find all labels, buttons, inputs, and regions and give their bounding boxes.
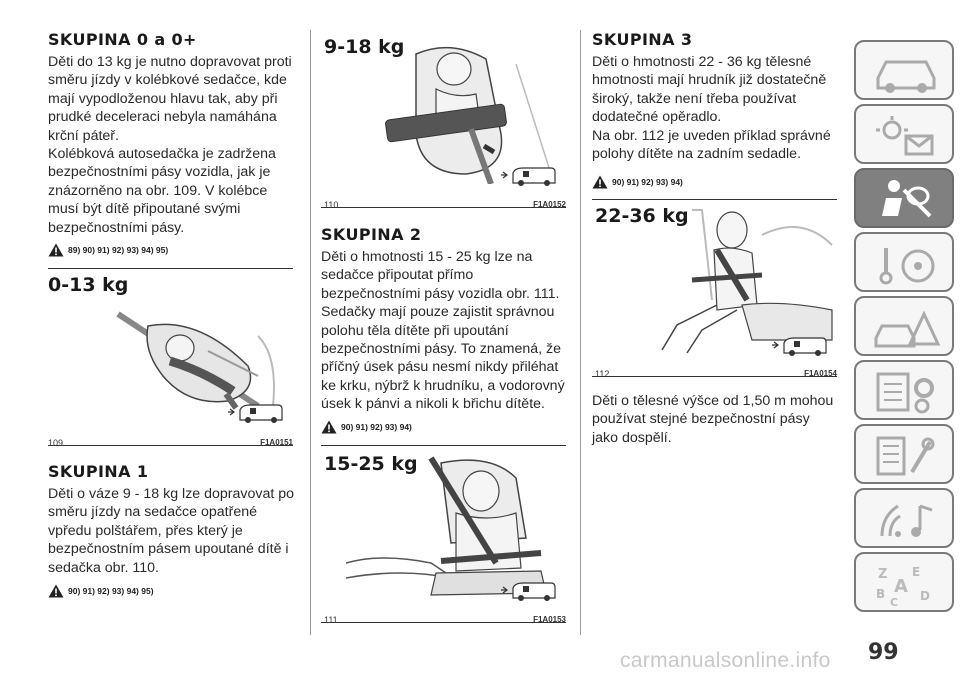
svg-text:D: D bbox=[920, 589, 930, 603]
figure-top-rule bbox=[48, 268, 293, 269]
van-position-icon bbox=[226, 402, 286, 424]
figure-109 bbox=[48, 268, 293, 446]
tab-starting-driving[interactable] bbox=[854, 232, 954, 292]
paragraph-group3-example: Na obr. 112 je uveden příklad správné polohy dítěte na zadním sedadle. bbox=[592, 128, 831, 163]
heading-skupina-3: SKUPINA 3 bbox=[592, 30, 693, 49]
figure-weight-label: 22-36 kg bbox=[595, 205, 689, 227]
warning-refs-group1: 90) 91) 92) 93) 94) 95) bbox=[48, 584, 154, 598]
warning-refs-group0: 89) 90) 91) 92) 93) 94) 95) bbox=[48, 243, 168, 257]
figure-weight-label: 0-13 kg bbox=[48, 274, 129, 296]
page-number: 99 bbox=[868, 640, 899, 665]
figure-code: F1A0154 bbox=[804, 369, 837, 378]
paragraph-group0-carrycot: Kolébková autosedačka je zadržena bezpečnostními pásy vozidla, jak je znázorněno na obr. 109. V kolébce musí být dítě připoutané svými bezpečnostními pásy. bbox=[48, 146, 276, 236]
van-position-icon bbox=[499, 165, 559, 187]
van-position-icon bbox=[499, 580, 559, 602]
warning-triangle-icon bbox=[48, 243, 64, 257]
column-divider bbox=[580, 30, 581, 635]
paragraph-group2: Děti o hmotnosti 15 - 25 kg lze na sedačce připoutat přímo bezpečnostními pásy vozidla obr. 111. Sedačky mají pouze zajistit správnou polohu těla dítěte při upoutání bezpečnostními pásy. To znamená, že příčný úsek pásu nesmí nikdy přiléhat ke krku, nýbrž k hrudníku, a vodorovný úsek k pánvi a nikoli k břichu dítěte. bbox=[321, 249, 565, 413]
figure-112 bbox=[592, 199, 837, 377]
paragraph-adult-belts: Děti o tělesné výšce od 1,50 m mohou používat stejné bezpečnostní pásy jako dospělí. bbox=[592, 393, 834, 446]
svg-text:C: C bbox=[890, 596, 899, 608]
alphabetical-index-icon bbox=[868, 560, 944, 608]
child-rear-seat-illustration bbox=[632, 205, 837, 355]
tab-technical-data[interactable] bbox=[854, 424, 954, 484]
car-dashboard-icon bbox=[868, 48, 944, 96]
svg-text:B: B bbox=[876, 587, 886, 601]
heading-skupina-0: SKUPINA 0 a 0+ bbox=[48, 30, 197, 49]
tab-dashboard[interactable] bbox=[854, 40, 954, 100]
figure-number: 112 bbox=[595, 369, 610, 379]
figure-bottom-rule bbox=[321, 207, 566, 208]
figure-110 bbox=[321, 30, 566, 208]
column-divider bbox=[310, 30, 311, 635]
figure-number: 109 bbox=[48, 438, 64, 448]
figure-number: 111 bbox=[324, 615, 338, 625]
warning-triangle-icon bbox=[321, 420, 337, 434]
tab-maintenance[interactable] bbox=[854, 360, 954, 420]
heading-skupina-2: SKUPINA 2 bbox=[321, 225, 422, 244]
heading-skupina-1: SKUPINA 1 bbox=[48, 462, 149, 481]
key-steering-icon bbox=[868, 240, 944, 288]
svg-text:Z: Z bbox=[878, 567, 888, 582]
car-breakdown-icon bbox=[868, 304, 944, 352]
maintenance-gears-icon bbox=[868, 368, 944, 416]
tab-multimedia[interactable] bbox=[854, 488, 954, 548]
paragraph-group3-intro: Děti o hmotnosti 22 - 36 kg tělesné hmotnosti mají hrudník již dostatečně široký, takže není třeba používat dodatečné opěradlo. bbox=[592, 54, 827, 126]
warning-triangle-icon bbox=[48, 584, 64, 598]
warning-refs-group3: 90) 91) 92) 93) 94) bbox=[592, 175, 683, 189]
warning-lights-mail-icon bbox=[868, 112, 944, 160]
figure-code: F1A0153 bbox=[533, 615, 566, 624]
figure-weight-label: 9-18 kg bbox=[324, 36, 405, 58]
watermark: carmanualsonline.info bbox=[620, 649, 831, 672]
svg-text:A: A bbox=[894, 576, 908, 597]
figure-bottom-rule bbox=[592, 376, 837, 377]
tab-index[interactable] bbox=[854, 552, 954, 612]
figure-top-rule bbox=[592, 199, 837, 200]
svg-text:E: E bbox=[912, 565, 921, 579]
paragraph-group1: Děti o váze 9 - 18 kg lze dopravovat po směru jízdy na sedačce opatřené vpředu polštářem, přes který je bezpečnostním pásem upoutané dítě i sedačka obr. 110. bbox=[48, 486, 295, 576]
figure-bottom-rule bbox=[321, 622, 566, 623]
figure-weight-label: 15-25 kg bbox=[324, 453, 418, 475]
tech-specs-tools-icon bbox=[868, 432, 944, 480]
figure-number: 110 bbox=[324, 200, 339, 210]
warning-refs-group2: 90) 91) 92) 93) 94) bbox=[321, 420, 412, 434]
van-position-icon bbox=[770, 335, 830, 357]
seat-airbag-icon bbox=[868, 176, 944, 224]
tab-warning-lights[interactable] bbox=[854, 104, 954, 164]
multimedia-icon bbox=[868, 496, 944, 544]
figure-top-rule bbox=[321, 445, 566, 446]
tab-safety[interactable] bbox=[854, 168, 954, 228]
figure-code: F1A0151 bbox=[260, 438, 293, 447]
warning-triangle-icon bbox=[592, 175, 608, 189]
figure-code: F1A0152 bbox=[533, 200, 566, 209]
figure-bottom-rule bbox=[48, 445, 293, 446]
paragraph-group0-intro: Děti do 13 kg je nutno dopravovat proti směru jízdy v kolébkové sedačce, kde mají vypodloženou hlavu tak, aby při prudké deceleraci nebyla namáhána krční páteř. bbox=[48, 54, 292, 144]
toddler-seat-illustration bbox=[376, 34, 566, 184]
tab-emergency[interactable] bbox=[854, 296, 954, 356]
figure-111 bbox=[321, 445, 566, 623]
